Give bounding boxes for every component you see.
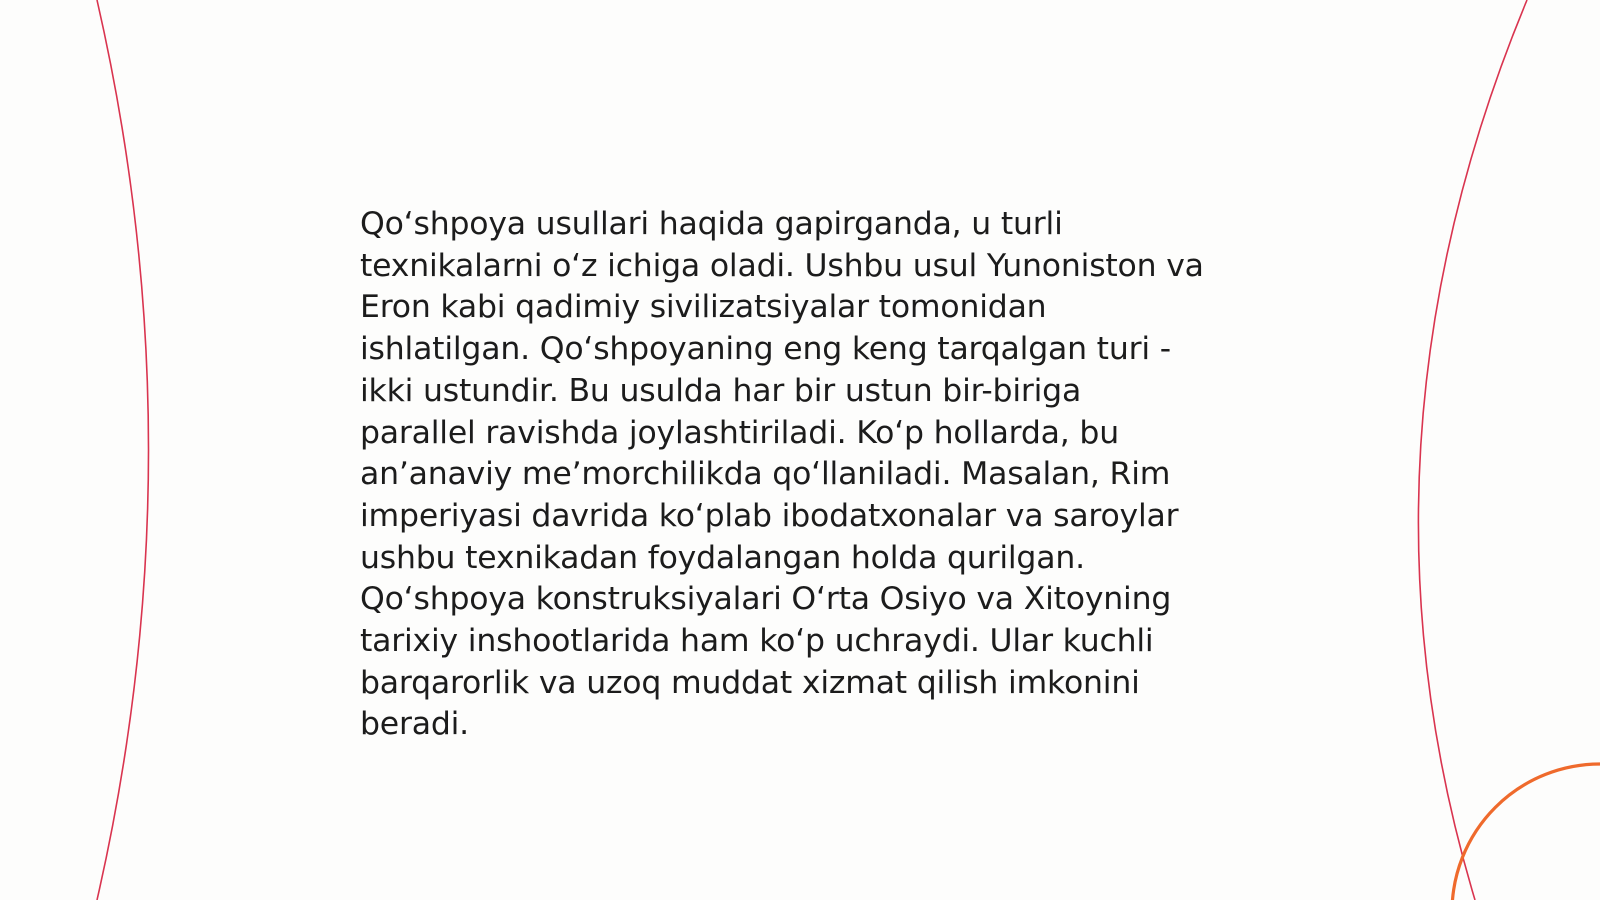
paragraph-line: ikki ustundir. Bu usulda har bir ustun bir-biriga [360, 372, 1082, 409]
paragraph-line: an’anaviy me’morchilikda qo‘llaniladi. Masalan, Rim [360, 456, 1171, 493]
paragraph-line: texnikalarni o‘z ichiga oladi. Ushbu usul Yunoniston va [360, 247, 1204, 284]
left-curve-line [97, 0, 149, 900]
paragraph-line: Qo‘shpoya usullari haqida gapirganda, u turli [360, 206, 1063, 242]
paragraph-line: Qo‘shpoya konstruksiyalari O‘rta Osiyo va Xitoyning [360, 581, 1172, 618]
paragraph-line: tarixiy inshootlarida ham ko‘p uchraydi. Ular kuchli [360, 623, 1154, 660]
body-paragraph [360, 204, 1250, 746]
paragraph-line: imperiyasi davrida ko‘plab ibodatxonalar va saroylar [360, 497, 1179, 534]
paragraph-line: Eron kabi qadimiy sivilizatsiyalar tomonidan [360, 289, 1047, 326]
paragraph-line: ushbu texnikadan foydalangan holda qurilgan. [360, 539, 1085, 576]
right-curve-line [1418, 0, 1527, 900]
paragraph-line: parallel ravishda joylashtiriladi. Ko‘p hollarda, bu [360, 414, 1119, 451]
accent-circle [1452, 764, 1600, 900]
paragraph-line: beradi. [360, 706, 469, 743]
paragraph-line: ishlatilgan. Qo‘shpoyaning eng keng tarqalgan turi - [360, 331, 1171, 368]
paragraph-line: barqarorlik va uzoq muddat xizmat qilish imkonini [360, 664, 1140, 701]
